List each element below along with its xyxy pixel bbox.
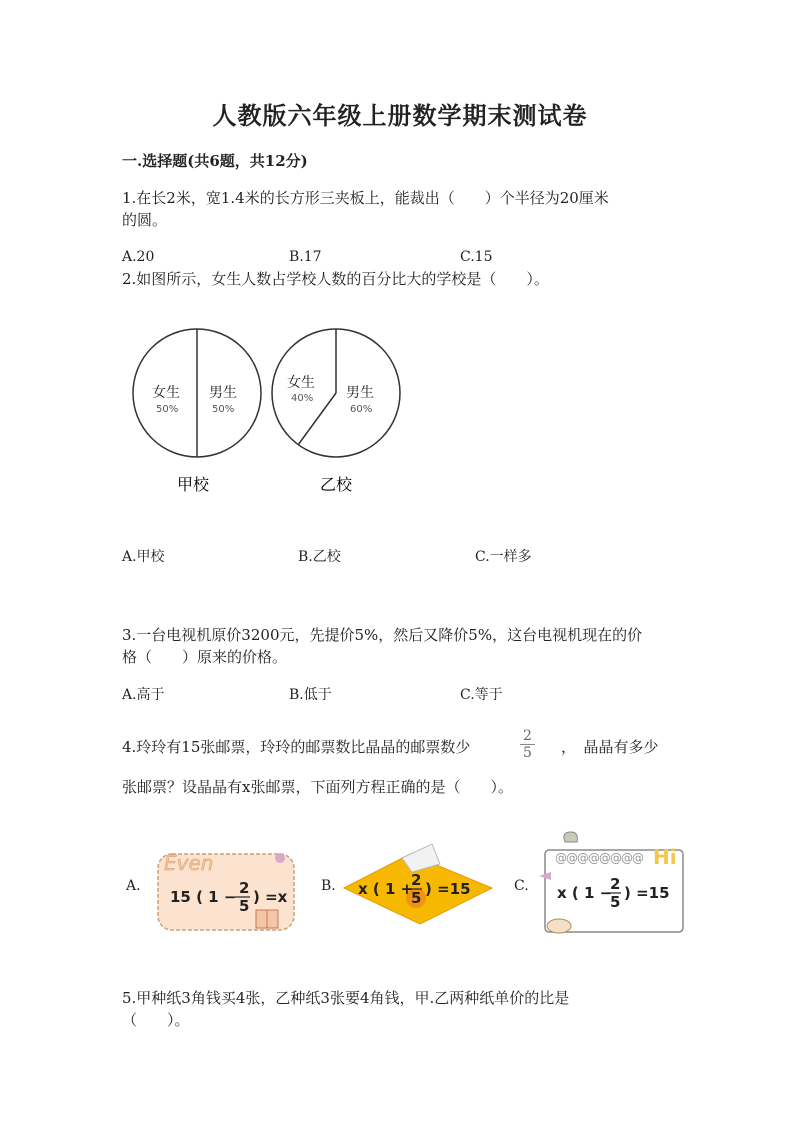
pie-jia-girl-label: 女生 <box>152 385 180 401</box>
pie-charts-figure <box>125 325 415 500</box>
card-c-word: Hi <box>653 845 677 869</box>
question-4-line1-a: 4.玲玲有15张邮票，玲玲的邮票数比晶晶的邮票数少 <box>122 738 471 756</box>
eq-c-post: ) =15 <box>624 884 670 902</box>
flower-icon <box>275 853 285 863</box>
question-4-fraction <box>520 728 535 761</box>
pie-yi-boy-pct: 60% <box>350 404 373 415</box>
q4-option-b-letter[interactable]: B. <box>321 878 336 894</box>
q4-option-b-card[interactable] <box>340 838 496 934</box>
bird-icon <box>564 832 578 842</box>
question-3-line1: 3.一台电视机原价3200元，先提价5%，然后又降价5%，这台电视机现在的价 <box>122 626 643 644</box>
q4-frac-denominator: 5 <box>523 745 532 761</box>
q2-option-a[interactable]: A.甲校 <box>122 549 165 565</box>
pie-yi-girl-pct: 40% <box>291 393 314 404</box>
q4-option-a-card[interactable] <box>152 840 300 936</box>
q4-option-c-card[interactable] <box>535 828 695 940</box>
card-a-word: Even <box>164 851 214 875</box>
page-title: 人教版六年级上册数学期末测试卷 <box>212 101 588 130</box>
svg-text:@@@@@@@@: @@@@@@@@ <box>555 851 643 865</box>
question-4-line2: 张邮票？设晶晶有x张邮票，下面列方程正确的是（ ）。 <box>122 778 513 796</box>
eq-b-pre: x ( 1 + <box>358 880 414 898</box>
question-4-line1-b: ， 晶晶有多少 <box>561 738 659 756</box>
question-1-line2: 的圆。 <box>122 211 168 229</box>
eq-c-num: 2 <box>610 875 621 893</box>
eq-a-den: 5 <box>239 897 250 915</box>
eq-a-pre: 15 ( 1 − <box>170 888 237 906</box>
pie-yi-girl-label: 女生 <box>287 375 315 391</box>
q3-option-b[interactable]: B.低于 <box>289 687 332 703</box>
pie-jia-boy-pct: 50% <box>212 404 235 415</box>
eq-c-pre: x ( 1 − <box>557 884 613 902</box>
question-1-line1: 1.在长2米，宽1.4米的长方形三夹板上，能裁出（ ）个半径为20厘米 <box>122 189 609 207</box>
pie-jia-name: 甲校 <box>177 475 210 494</box>
question-5-line1: 5.甲种纸3角钱买4张，乙种纸3张要4角钱，甲.乙两种纸单价的比是 <box>122 989 570 1007</box>
eq-b-den: 5 <box>411 889 422 907</box>
q1-option-c[interactable]: C.15 <box>460 249 493 265</box>
q1-option-a[interactable]: A.20 <box>122 249 155 265</box>
question-5-line2: （ ）。 <box>122 1011 190 1029</box>
pie-jia-girl-pct: 50% <box>156 404 179 415</box>
eq-b-post: ) =15 <box>425 880 471 898</box>
pie-yi-boy-label: 男生 <box>346 385 374 401</box>
section-heading: 一.选择题(共6题，共12分) <box>122 152 308 170</box>
q3-option-a[interactable]: A.高于 <box>122 687 165 703</box>
pie-yi-name: 乙校 <box>320 475 353 494</box>
cup-icon <box>547 919 571 933</box>
eq-a-post: ) =x <box>253 888 288 906</box>
q4-option-a-letter[interactable]: A. <box>126 878 141 894</box>
pie-chart-yi <box>272 329 400 494</box>
pie-jia-boy-label: 男生 <box>209 385 237 401</box>
q4-option-c-letter[interactable]: C. <box>514 878 529 894</box>
q2-option-c[interactable]: C.一样多 <box>475 549 532 565</box>
question-3-line2: 格（ ）原来的价格。 <box>122 648 288 666</box>
eq-a-num: 2 <box>239 879 250 897</box>
q2-option-b[interactable]: B.乙校 <box>298 549 341 565</box>
eq-b-num: 2 <box>411 871 422 889</box>
pie-chart-jia <box>133 329 261 494</box>
q1-option-b[interactable]: B.17 <box>289 249 322 265</box>
eq-c-den: 5 <box>610 893 621 911</box>
q4-frac-numerator: 2 <box>520 728 535 745</box>
q3-option-c[interactable]: C.等于 <box>460 687 503 703</box>
question-2-text: 2.如图所示，女生人数占学校人数的百分比大的学校是（ ）。 <box>122 270 549 288</box>
